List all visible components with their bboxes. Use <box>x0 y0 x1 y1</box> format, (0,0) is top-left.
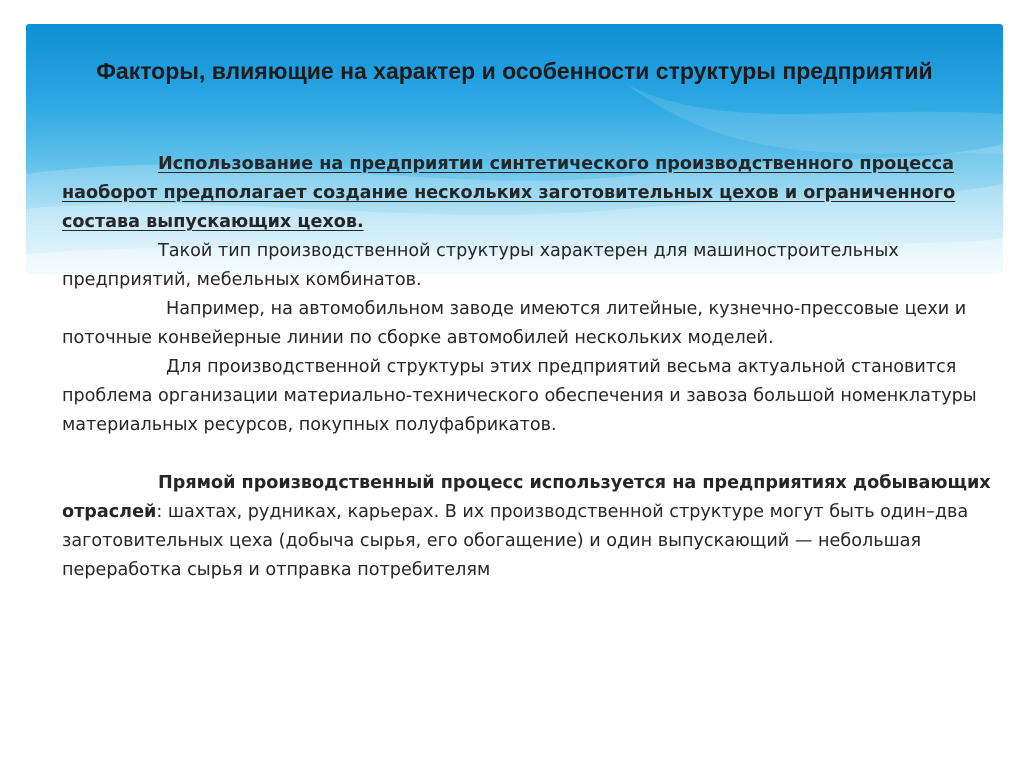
paragraph-supply-problem-text: Для производственной структуры этих предприятий весьма актуальной становится проблема организации материально-технического обеспечения и завоза большой номенклатуры материальных ресурсов, покупных полуфабрикатов. <box>62 357 977 435</box>
paragraph-supply-problem <box>62 353 997 440</box>
paragraph-gap <box>62 440 997 469</box>
paragraph-direct-process-text: : шахтах, рудниках, карьерах. В их производственной структуре могут быть один–два заготовительных цеха (добыча сырья, его обогащение) и один выпускающий — небольшая переработка сырья и отправка потребителям <box>62 502 969 580</box>
paragraph-example-text: Например, на автомобильном заводе имеются литейные, кузнечно-прессовые цехи и поточные конвейерные линии по сборке автомобилей нескольких моделей. <box>62 299 967 348</box>
slide-title: Факторы, влияющие на характер и особенности структуры предприятий <box>96 58 933 84</box>
slide-body <box>62 150 997 585</box>
paragraph-direct-process <box>62 469 997 585</box>
paragraph-synthetic-process <box>62 150 997 237</box>
paragraph-example <box>62 295 997 353</box>
slide-content <box>26 24 1003 744</box>
paragraph-synthetic-process-text: Использование на предприятии синтетического производственного процесса наоборот предполагает создание нескольких заготовительных цехов и ограниченного состава выпускающих цехов. <box>62 154 956 232</box>
paragraph-direct-process-bold: Прямой производственный процесс используется на предприятиях добывающих отраслей <box>62 473 991 522</box>
paragraph-structure-type <box>62 237 997 295</box>
paragraph-structure-type-text: Такой тип производственной структуры характерен для машиностроительных предприятий, мебельных комбинатов. <box>62 241 899 290</box>
